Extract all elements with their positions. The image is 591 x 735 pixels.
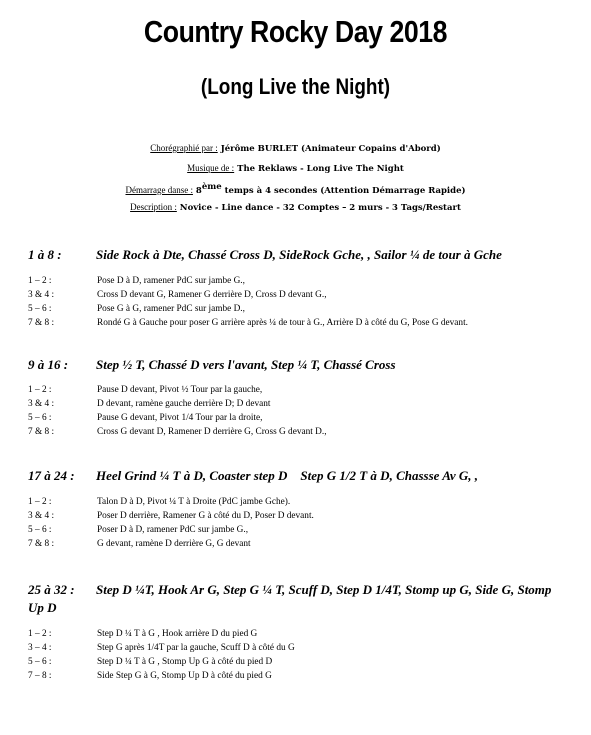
step-count: 1 – 2 : xyxy=(28,629,52,639)
step-count: 7 & 8 : xyxy=(28,539,55,549)
step-text: Talon D à D, Pivot ¼ T à Droite (PdC jambe Gche). xyxy=(97,497,291,507)
step-row xyxy=(28,383,262,397)
section-heading xyxy=(28,581,568,599)
step-row xyxy=(28,288,327,302)
step-count: 7 & 8 : xyxy=(28,427,55,437)
section-heading xyxy=(28,356,568,374)
music-value: The Reklaws - Long Live The Night xyxy=(234,164,404,174)
step-text: Pose G à G, ramener PdC sur jambe D., xyxy=(97,304,245,314)
start-label: Démarrage danse : xyxy=(125,185,193,195)
step-row xyxy=(28,641,295,655)
step-count: 1 – 2 : xyxy=(28,497,52,507)
step-row xyxy=(28,274,245,288)
music-label: Musique de : xyxy=(187,163,235,173)
step-text: D devant, ramène gauche derrière D; D devant xyxy=(97,399,271,409)
step-text: Pose D à D, ramener PdC sur jambe G., xyxy=(97,276,245,286)
section-count-range: 17 à 24 : xyxy=(28,468,75,483)
section-title: Step D ¼T, Hook Ar G, Step G ¼ T, Scuff D, Step D 1/4T, Stomp up G, Side G, Stomp xyxy=(96,582,552,597)
section-count-range: 25 à 32 : xyxy=(28,582,75,597)
start-value: temps à 4 secondes (Attention Démarrage Rapide) xyxy=(221,186,466,196)
step-row xyxy=(28,316,468,330)
section-heading-continued: Up D xyxy=(28,600,57,615)
step-row xyxy=(28,397,270,411)
step-text: Pause G devant, Pivot 1/4 Tour par la droite, xyxy=(97,413,263,423)
step-count: 3 & 4 : xyxy=(28,399,55,409)
page-subtitle: (Long Live the Night) xyxy=(200,74,391,99)
step-row xyxy=(28,509,314,523)
description-line xyxy=(0,202,591,213)
section-count-range: 1 à 8 : xyxy=(28,247,62,262)
section-title: Heel Grind ¼ T à D, Coaster step D Step G 1/2 T à D, Chassse Av G, , xyxy=(96,468,479,483)
section-count-range: 9 à 16 : xyxy=(28,357,69,372)
section-title: Side Rock à Dte, Chassé Cross D, SideRock Gche, , Sailor ¼ de tour à Gche xyxy=(96,247,502,262)
music-line xyxy=(0,163,591,174)
step-text: Step D ¼ T à G , Hook arrière D du pied G xyxy=(97,629,258,639)
step-count: 7 & 8 : xyxy=(28,318,55,328)
choreographer-label: Chorégraphié par : xyxy=(150,143,218,153)
step-text: Cross G devant D, Ramener D derrière G, Cross G devant D., xyxy=(97,427,327,437)
step-row xyxy=(28,523,248,537)
step-count: 5 – 6 : xyxy=(28,657,52,667)
step-text: Pause D devant, Pivot ½ Tour par la gauche, xyxy=(97,385,263,395)
step-text: Cross D devant G, Ramener G derrière D, Cross D devant G., xyxy=(97,290,327,300)
step-row xyxy=(28,669,272,683)
step-count: 5 – 6 : xyxy=(28,304,52,314)
step-count: 1 – 2 : xyxy=(28,276,52,286)
step-text: G devant, ramène D derrière G, G devant xyxy=(97,539,251,549)
section-title: Step ½ T, Chassé D vers l'avant, Step ¼ T, Chassé Cross xyxy=(96,357,396,372)
step-count: 1 – 2 : xyxy=(28,385,52,395)
step-text: Poser D à D, ramener PdC sur jambe G., xyxy=(97,525,249,535)
choreographer-line xyxy=(0,143,591,154)
step-text: Step D ¼ T à G , Stomp Up G à côté du pied D xyxy=(97,657,273,667)
step-row xyxy=(28,425,327,439)
start-superscript: ème xyxy=(201,182,222,192)
step-text: Poser D derrière, Ramener G à côté du D, Poser D devant. xyxy=(97,511,314,521)
step-count: 3 – 4 : xyxy=(28,643,52,653)
start-number: 8 xyxy=(192,186,202,196)
step-text: Step G après 1/4T par la gauche, Scuff D à côté du G xyxy=(97,643,295,653)
step-count: 3 & 4 : xyxy=(28,511,55,521)
description-label: Description : xyxy=(130,202,177,212)
description-value: Novice - Line dance - 32 Comptes – 2 murs - 3 Tags/Restart xyxy=(176,203,461,213)
step-text: Side Step G à G, Stomp Up D à côté du pied G xyxy=(97,671,272,681)
step-row xyxy=(28,537,251,551)
step-text: Rondé G à Gauche pour poser G arrière après ¼ de tour à G., Arrière D à côté du G, Pose G devant. xyxy=(97,318,468,328)
step-count: 5 – 6 : xyxy=(28,413,52,423)
page-title: Country Rocky Day 2018 xyxy=(143,14,448,49)
step-count: 5 – 6 : xyxy=(28,525,52,535)
step-count: 7 – 8 : xyxy=(28,671,52,681)
step-row xyxy=(28,495,290,509)
section-heading xyxy=(28,467,568,485)
step-count: 3 & 4 : xyxy=(28,290,55,300)
step-row xyxy=(28,411,262,425)
section-heading xyxy=(28,246,568,264)
start-line xyxy=(0,182,591,196)
step-row xyxy=(28,627,257,641)
step-row xyxy=(28,302,245,316)
choreographer-value: Jérôme BURLET (Animateur Copains d'Abord) xyxy=(217,144,441,154)
step-row xyxy=(28,655,272,669)
